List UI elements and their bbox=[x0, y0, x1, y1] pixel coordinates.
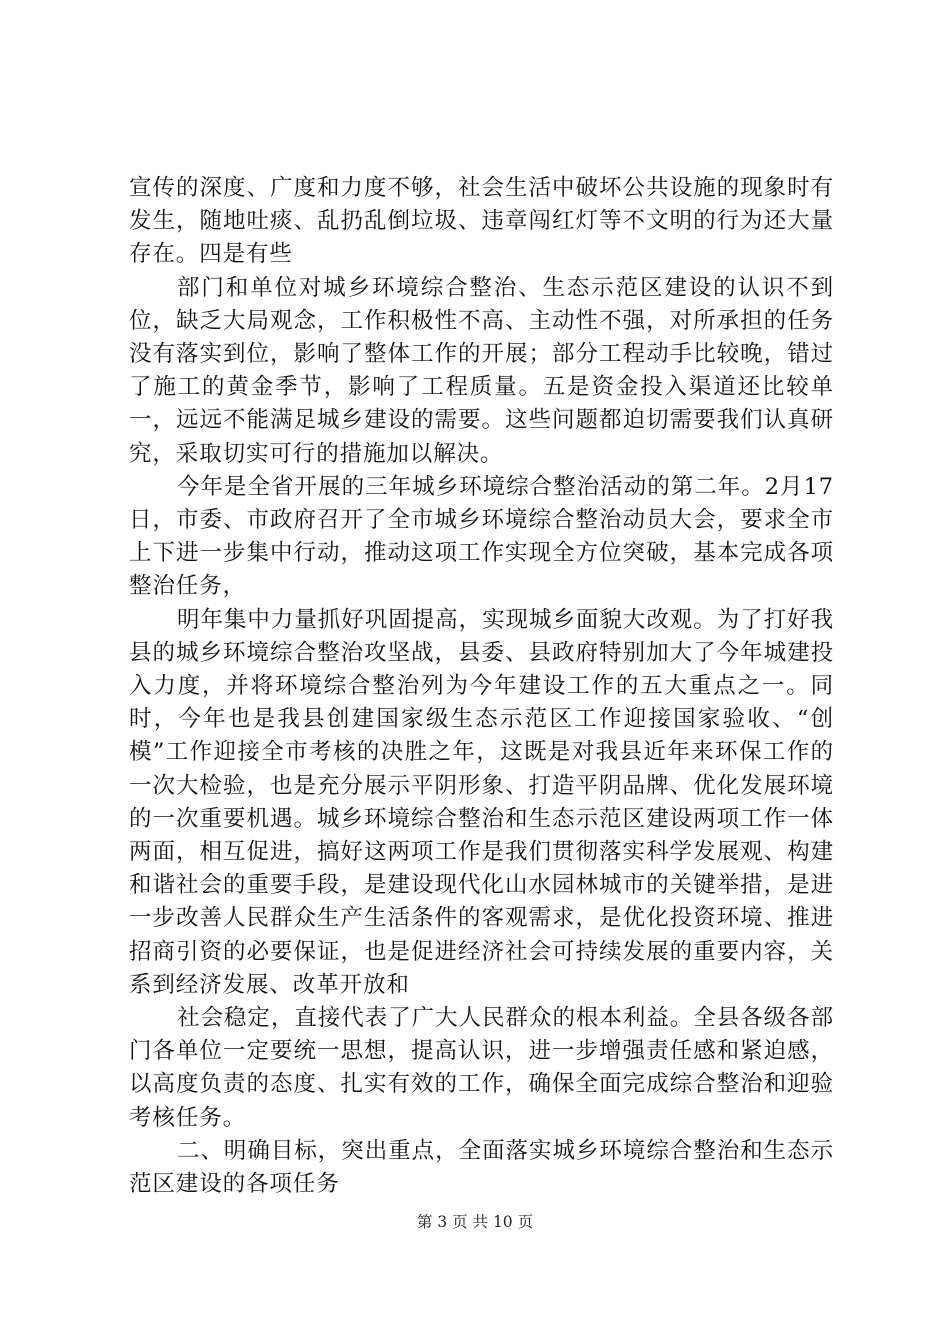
document-body bbox=[129, 172, 834, 1201]
paragraph-5: 社会稳定，直接代表了广大人民群众的根本利益。全县各级各部门各单位一定要统一思想，提高认识，进一步增强责任感和紧迫感，以高度负责的态度、扎实有效的工作，确保全面完成综合整治和迎验考核任务。 bbox=[129, 1005, 834, 1131]
paragraph-3: 今年是全省开展的三年城乡环境综合整治活动的第二年。2月17日，市委、市政府召开了全市城乡环境综合整治动员大会，要求全市上下进一步集中行动，推动这项工作实现全方位突破，基本完成各项整治任务， bbox=[129, 473, 834, 600]
paragraph-1: 宣传的深度、广度和力度不够，社会生活中破坏公共设施的现象时有发生，随地吐痰、乱扔乱倒垃圾、违章闯红灯等不文明的行为还大量存在。四是有些 bbox=[129, 175, 834, 268]
page-footer bbox=[0, 1212, 950, 1232]
section-heading-2: 二、明确目标，突出重点，全面落实城乡环境综合整治和生态示范区建设的各项任务 bbox=[129, 1137, 834, 1198]
page-number-label: 第 3 页 共 10 页 bbox=[416, 1213, 534, 1231]
paragraph-4: 明年集中力量抓好巩固提高，实现城乡面貌大改观。为了打好我县的城乡环境综合整治攻坚战，县委、县政府特别加大了今年城建投入力度，并将环境综合整治列为今年建设工作的五大重点之一。同时，今年也是我县创建国家级生态示范区工作迎接国家验收、“创模”工作迎接全市考核的决胜之年，这既是对我县近年来环保工作的一次大检验，也是充分展示平阴形象、打造平阴品牌、优化发展环境的一次重要机遇。城乡环境综合整治和生态示范区建设两项工作一体两面，相互促进，搞好这两项工作是我们贯彻落实科学发展观、构建和谐社会的重要手段，是建设现代化山水园林城市的关键举措，是进一步改善人民群众生产生活条件的客观需求，是优化投资环境、推进招商引资的必要保证，也是促进经济社会可持续发展的重要内容，关系到经济发展、改革开放和 bbox=[129, 606, 834, 998]
paragraph-2: 部门和单位对城乡环境综合整治、生态示范区建设的认识不到位，缺乏大局观念，工作积极性不高、主动性不强，对所承担的任务没有落实到位，影响了整体工作的开展；部分工程动手比较晚，错过了施工的黄金季节，影响了工程质量。五是资金投入渠道还比较单一，远远不能满足城乡建设的需要。这些问题都迫切需要我们认真研究，采取切实可行的措施加以解决。 bbox=[129, 274, 834, 467]
